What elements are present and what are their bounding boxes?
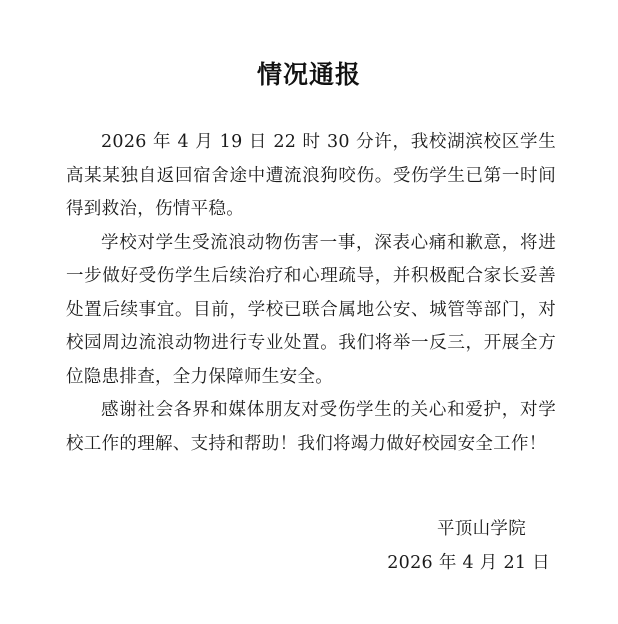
signature-organization: 平顶山学院 — [437, 519, 526, 539]
signature-date: 2026 年 4 月 21 日 — [387, 553, 550, 573]
notice-title: 情况通报 — [256, 60, 361, 89]
paragraph-thanks: 感谢社会各界和媒体朋友对受伤学生的关心和爱护，对学校工作的理解、支持和帮助！我们将竭力做好校园安全工作！ — [66, 400, 556, 454]
paragraph-incident: 2026 年 4 月 19 日 22 时 30 分许，我校湖滨校区学生高某某独自返回宿舍途中遭流浪狗咬伤。受伤学生已第一时间得到救治，伤情平稳。 — [66, 132, 556, 219]
notice-body — [66, 126, 556, 461]
paragraph-response: 学校对学生受流浪动物伤害一事，深表心痛和歉意，将进一步做好受伤学生后续治疗和心理疏导，并积极配合家长妥善处置后续事宜。目前，学校已联合属地公安、城管等部门，对校园周边流浪动物进行专业处置。我们将举一反三，开展全方位隐患排查，全力保障师生安全。 — [66, 232, 556, 387]
